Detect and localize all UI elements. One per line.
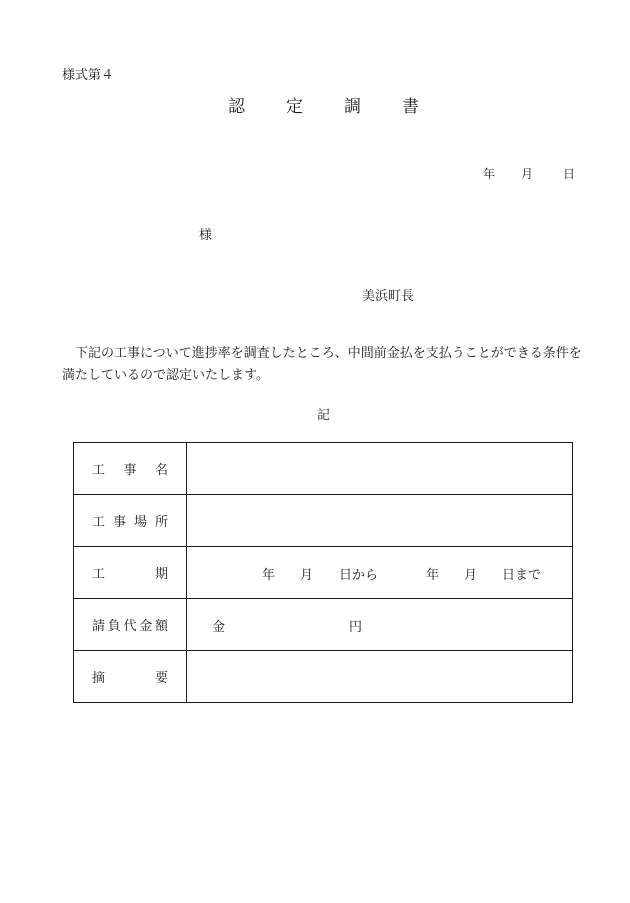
date-day-label: 日: [563, 167, 576, 181]
title-char: 書: [402, 97, 419, 117]
amount-yen-unit: 円: [349, 620, 363, 635]
value-cell-construction-name[interactable]: [187, 443, 573, 495]
table-row: [74, 495, 573, 547]
period-end-month: 月: [464, 568, 478, 583]
value-cell-construction-period[interactable]: [187, 547, 573, 599]
label-char: 事: [112, 515, 126, 530]
value-cell-remarks[interactable]: [187, 651, 573, 703]
date-month-label: 月: [521, 167, 534, 181]
row-label-construction-site: [74, 511, 186, 530]
label-char: 要: [154, 671, 168, 686]
title-char: 定: [286, 97, 303, 117]
label-char: 代: [123, 619, 137, 634]
label-char: 摘: [92, 671, 106, 686]
period-start-month: 月: [300, 568, 314, 583]
period-end-year: 年: [426, 568, 440, 583]
issuer-name: 美浜町長: [362, 289, 415, 304]
label-char: 名: [154, 463, 168, 478]
label-cell: [74, 651, 187, 703]
date-line: [483, 165, 575, 182]
label-char: 工: [92, 463, 106, 478]
document-title: [228, 92, 460, 117]
label-char: 事: [123, 463, 137, 478]
table-row: [74, 651, 573, 703]
label-char: 金: [139, 619, 153, 634]
row-label-construction-period: [74, 563, 186, 582]
date-year-label: 年: [483, 167, 496, 181]
detail-table: [73, 442, 573, 703]
label-char: 工: [92, 567, 106, 582]
label-cell: [74, 547, 187, 599]
label-char: 期: [154, 567, 168, 582]
label-char: 請: [92, 619, 106, 634]
period-start-year: 年: [262, 568, 276, 583]
table-row: [74, 547, 573, 599]
value-cell-construction-site[interactable]: [187, 495, 573, 547]
row-label-contract-amount: [74, 615, 186, 634]
label-char: 場: [133, 515, 147, 530]
amount-prefix: 金: [212, 620, 226, 635]
table-row: [74, 599, 573, 651]
label-char: 負: [107, 619, 121, 634]
label-char: 所: [154, 515, 168, 530]
form-number: 様式第４: [62, 68, 115, 83]
label-char: 工: [92, 515, 106, 530]
period-end-day: 日まで: [502, 568, 542, 583]
row-label-construction-name: [74, 459, 186, 478]
record-heading: 記: [317, 408, 331, 423]
label-cell: [74, 443, 187, 495]
label-char: 額: [154, 619, 168, 634]
title-char: 認: [228, 97, 245, 117]
row-label-remarks: [74, 667, 186, 686]
table-row: [74, 443, 573, 495]
label-cell: [74, 495, 187, 547]
body-paragraph: 下記の工事について進捗率を調査したところ、中間前金払を支払うことができる条件を満たしているので認定いたします。: [62, 346, 582, 383]
value-cell-contract-amount[interactable]: [187, 599, 573, 651]
period-start-day: 日から: [339, 568, 379, 583]
title-char: 調: [344, 97, 361, 117]
label-cell: [74, 599, 187, 651]
addressee-honorific: 様: [199, 228, 213, 243]
